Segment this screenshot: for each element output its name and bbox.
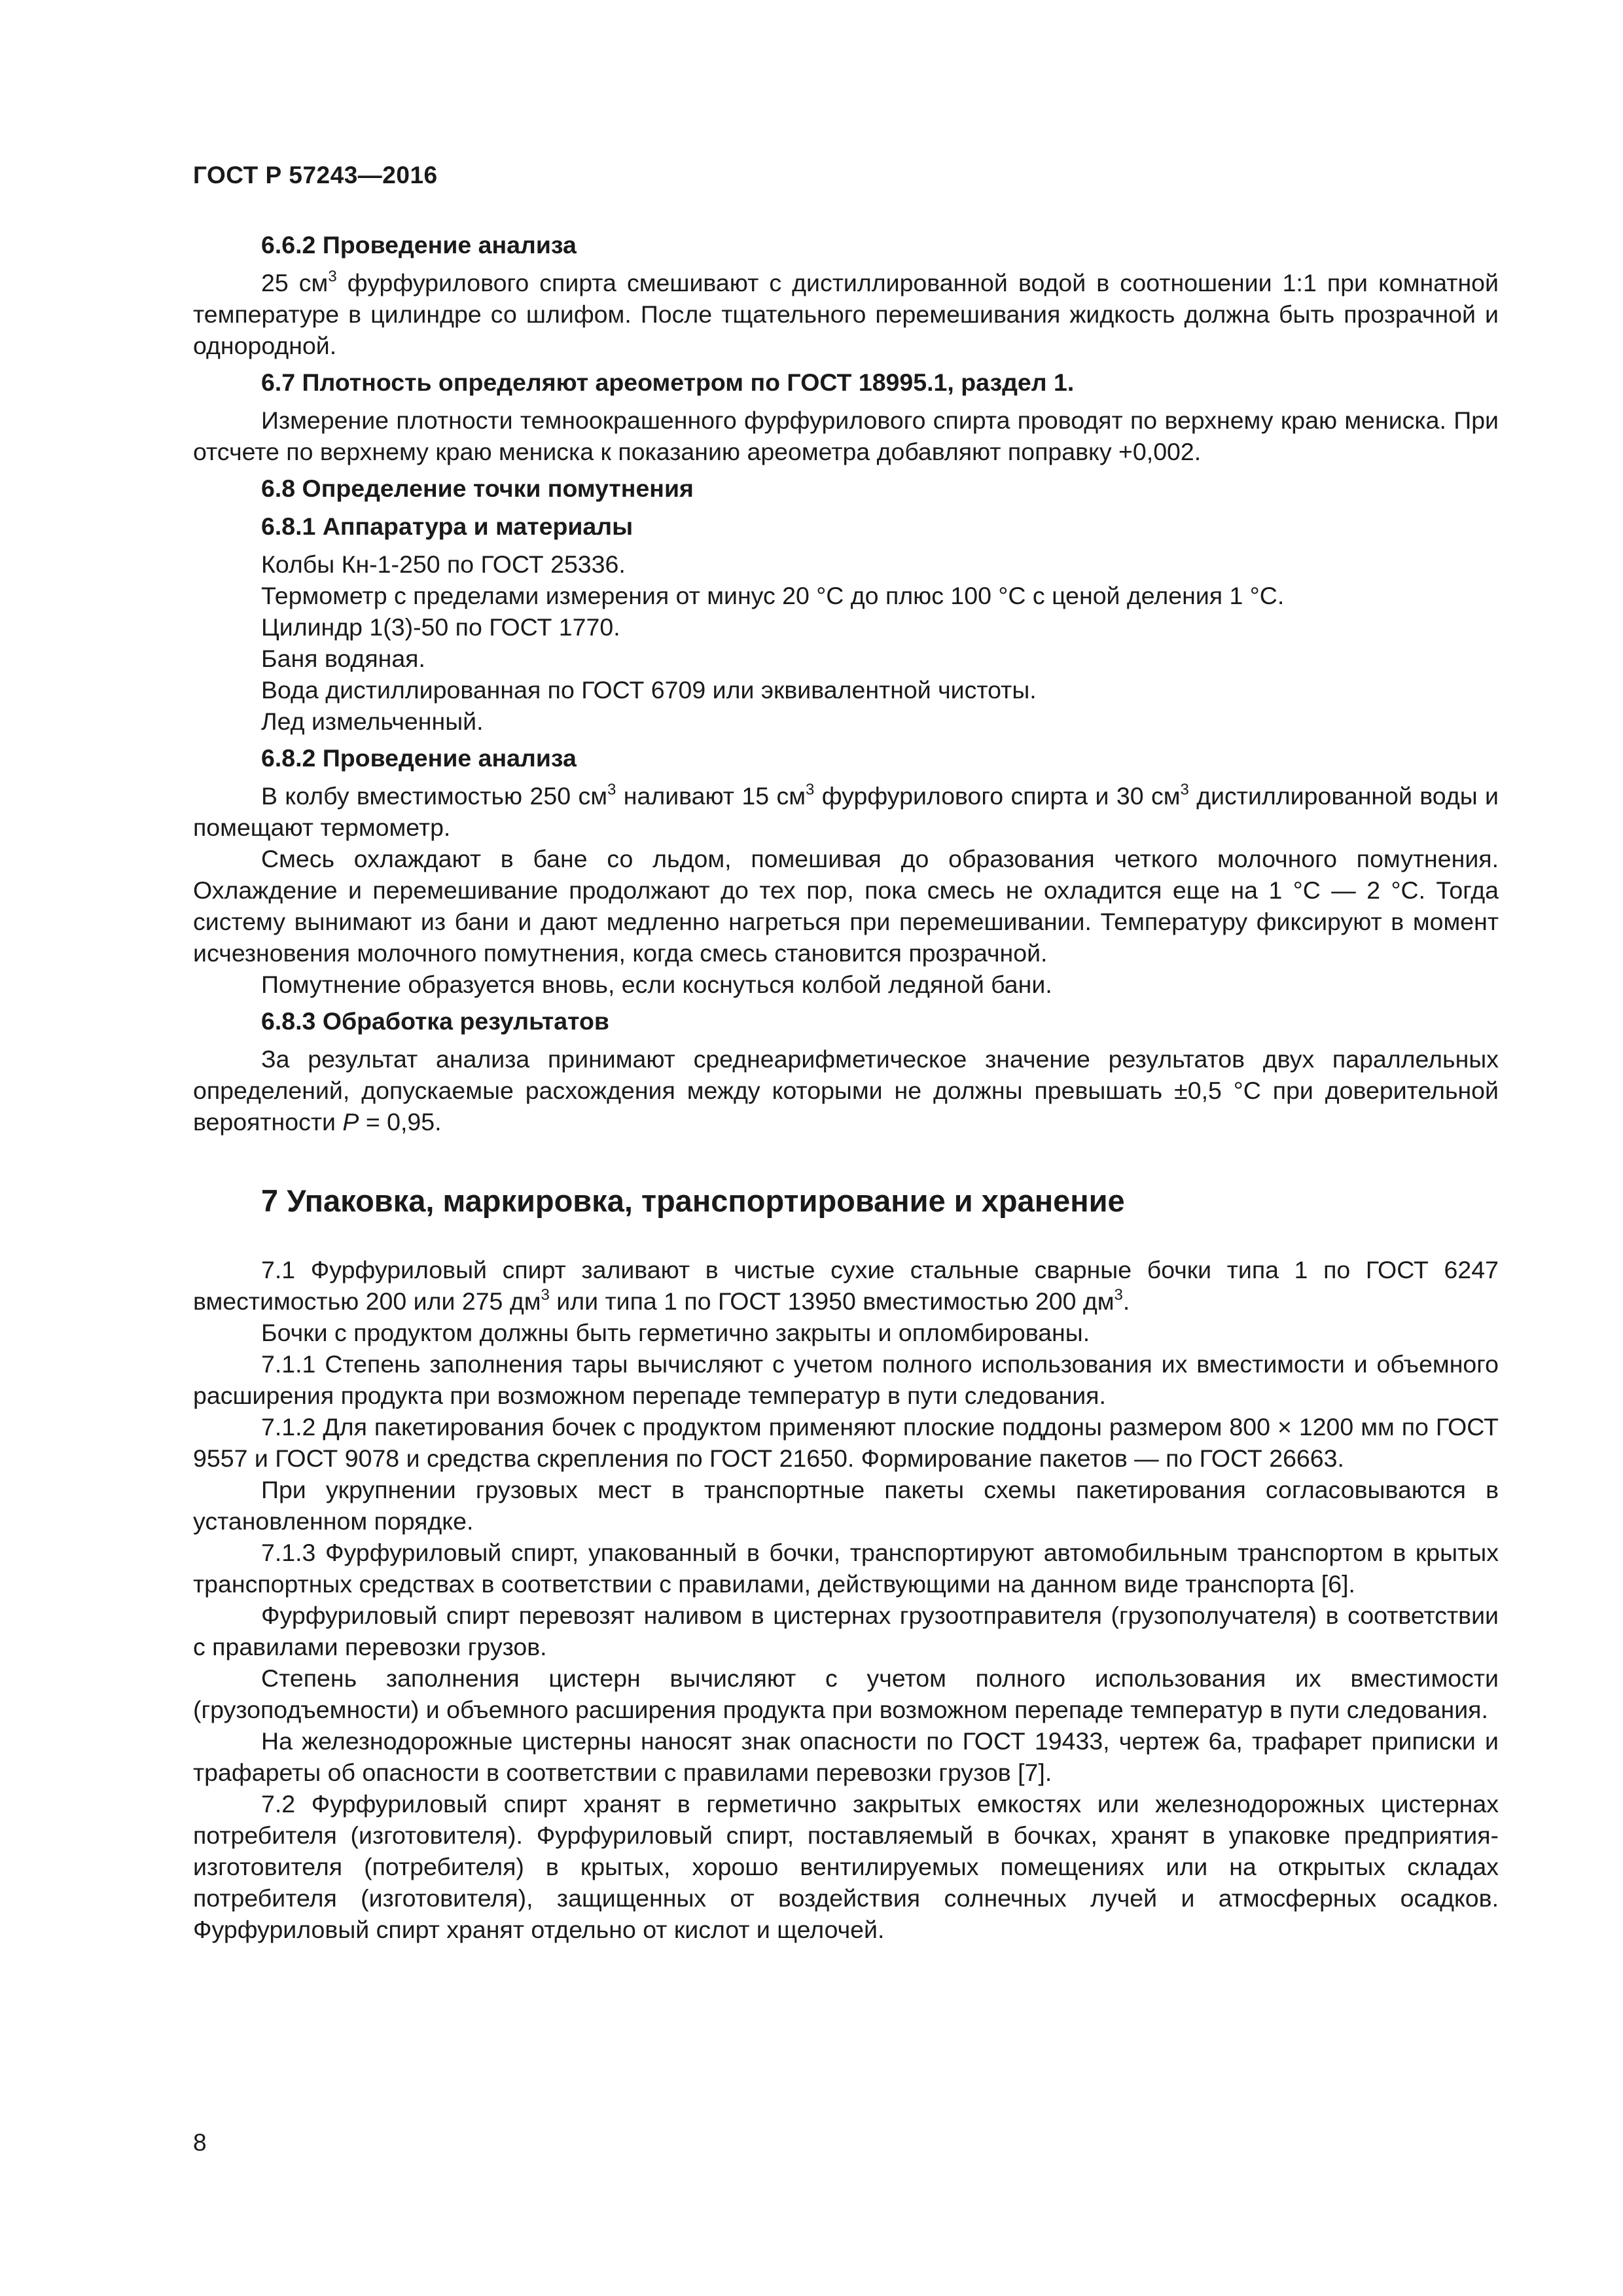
superscript: 3 <box>1180 781 1189 798</box>
variable-p: P <box>342 1108 359 1136</box>
document-body <box>193 229 1499 1945</box>
text-run: дистиллированной воды и помещают термометр. <box>193 782 1499 841</box>
equipment-list-item: Баня водяная. <box>261 645 425 672</box>
superscript: 3 <box>1114 1286 1123 1304</box>
section-6-8-1-heading: 6.8.1 Аппаратура и материалы <box>261 512 633 540</box>
section-7-1-3-paragraph: Степень заполнения цистерн вычисляют с учетом полного использования их вместимости (грузоподъемности) и объемного расширения продукта при возможном перепаде температур в пути следования. <box>193 1664 1499 1723</box>
section-7-1-paragraph: Бочки с продуктом должны быть герметично закрыты и опломбированы. <box>261 1319 1090 1346</box>
section-7-1-3-paragraph: 7.1.3 Фурфуриловый спирт, упакованный в бочки, транспортируют автомобильным транспортом в крытых транспортных средствах в соответствии с правилами, действующими на данном виде транспорта [6]. <box>193 1539 1499 1598</box>
text-run: наливают 15 см <box>616 782 806 810</box>
section-6-8-heading: 6.8 Определение точки помутнения <box>261 475 694 502</box>
section-7-1-3-paragraph: Фурфуриловый спирт перевозят наливом в цистернах грузоотправителя (грузополучателя) в соответствии с правилами перевозки грузов. <box>193 1602 1499 1660</box>
superscript: 3 <box>541 1286 550 1304</box>
section-7-1-1-paragraph: 7.1.1 Степень заполнения тары вычисляют с учетом полного использования их вместимости и объемного расширения продукта при возможном перепаде температур в пути следования. <box>193 1350 1499 1409</box>
section-7-2-paragraph: 7.2 Фурфуриловый спирт хранят в герметично закрытых емкостях или железнодорожных цистернах потребителя (изготовителя). Фурфуриловый спирт, поставляемый в бочках, хранят в упаковке предприятия-изготовителя (потребителя) в крытых, хорошо вентилируемых помещениях или на открытых складах потребителя (изготовителя), защищенных от воздействия солнечных лучей и атмосферных осадков. Фурфуриловый спирт хранят отдельно от кислот и щелочей. <box>193 1790 1499 1943</box>
equipment-list-item: Вода дистиллированная по ГОСТ 6709 или эквивалентной чистоты. <box>261 676 1037 704</box>
text-run: фурфурилового спирта и 30 см <box>814 782 1181 810</box>
section-6-6-2-heading: 6.6.2 Проведение анализа <box>261 231 577 259</box>
section-6-8-2-paragraph: Помутнение образуется вновь, если коснуться колбой ледяной бани. <box>261 971 1052 998</box>
superscript: 3 <box>328 268 337 285</box>
page-number: 8 <box>193 2129 207 2156</box>
text-run: = 0,95. <box>359 1108 442 1136</box>
equipment-list-item: Лед измельченный. <box>261 708 484 735</box>
section-7-1-2-paragraph: При укрупнении грузовых мест в транспортные пакеты схемы пакетирования согласовываются в установленном порядке. <box>193 1476 1499 1535</box>
text-run: За результат анализа принимают среднеарифметическое значение результатов двух параллельных определений, допускаемые расхождения между которыми не должны превышать ±0,5 °С при доверительной вероятности <box>193 1045 1499 1136</box>
equipment-list-item: Термометр с пределами измерения от минус 20 °С до плюс 100 °С с ценой деления 1 °С. <box>261 582 1285 609</box>
section-6-8-2-heading: 6.8.2 Проведение анализа <box>261 744 577 772</box>
text-run: 25 см <box>261 269 329 296</box>
equipment-list-item: Цилиндр 1(3)-50 по ГОСТ 1770. <box>261 613 620 641</box>
text-run: . <box>1122 1287 1130 1315</box>
section-6-8-3-heading: 6.8.3 Обработка результатов <box>261 1007 609 1035</box>
superscript: 3 <box>607 781 616 798</box>
text-run: фурфурилового спирта смешивают с дистиллированной водой в соотношении 1:1 при комнатной температуре в цилиндре со шлифом. После тщательного перемешивания жидкость должна быть прозрачной и однородной. <box>193 269 1499 359</box>
equipment-list-item: Колбы Кн-1-250 по ГОСТ 25336. <box>261 550 626 578</box>
document-id-header: ГОСТ Р 57243—2016 <box>193 162 438 188</box>
text-run: или типа 1 по ГОСТ 13950 вместимостью 200 дм <box>549 1287 1115 1315</box>
text-run: В колбу вместимостью 250 см <box>261 782 608 810</box>
section-7-heading: 7 Упаковка, маркировка, транспортирование и хранение <box>261 1183 1125 1218</box>
text-run: 7.1 Фурфуриловый спирт заливают в чистые сухие стальные сварные бочки типа 1 по ГОСТ 6247 вместимостью 200 или 275 дм <box>193 1256 1499 1315</box>
section-6-8-3-paragraph <box>193 1043 1499 1138</box>
superscript: 3 <box>805 781 815 798</box>
document-page <box>193 0 1499 2296</box>
section-7-1-paragraph <box>193 1254 1499 1317</box>
section-7-1-3-paragraph: На железнодорожные цистерны наносят знак опасности по ГОСТ 19433, чертеж 6а, трафарет приписки и трафареты об опасности в соответствии с правилами перевозки грузов [7]. <box>193 1727 1499 1786</box>
section-6-8-2-paragraph: Смесь охлаждают в бане со льдом, помешивая до образования четкого молочного помутнения. Охлаждение и перемешивание продолжают до тех пор, пока смесь не охладится еще на 1 °С — 2 °С. Тогда систему вынимают из бани и дают медленно нагреться при перемешивании. Температуру фиксируют в момент исчезновения молочного помутнения, когда смесь становится прозрачной. <box>193 845 1499 967</box>
section-6-8-2-paragraph <box>193 780 1499 843</box>
section-6-7-paragraph: Измерение плотности темноокрашенного фурфурилового спирта проводят по верхнему краю мениска. При отсчете по верхнему краю мениска к показанию ареометра добавляют поправку +0,002. <box>193 406 1499 465</box>
section-7-1-2-paragraph: 7.1.2 Для пакетирования бочек с продуктом применяют плоские поддоны размером 800 × 1200 мм по ГОСТ 9557 и ГОСТ 9078 и средства скрепления по ГОСТ 21650. Формирование пакетов — по ГОСТ 26663. <box>193 1413 1499 1472</box>
section-6-7-heading: 6.7 Плотность определяют ареометром по ГОСТ 18995.1, раздел 1. <box>261 368 1075 396</box>
section-6-6-2-paragraph <box>193 267 1499 361</box>
